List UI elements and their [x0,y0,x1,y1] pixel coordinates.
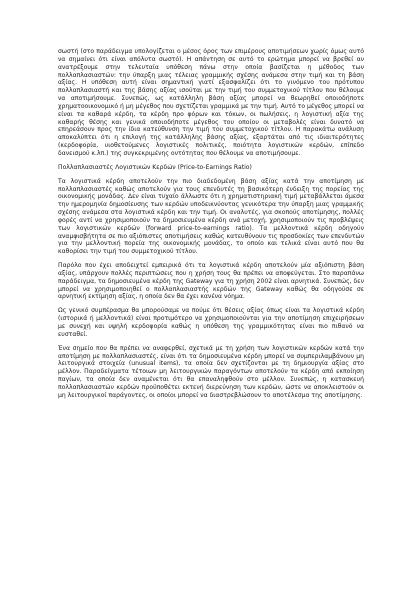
paragraph-3: Ως γενικό συμπέρασμα θα μπορούσαμε να πούμε ότι θέσεις αξίας όπως είναι τα λογιστικά κέρδη (ιστορικά ή μελλοντικά) είναι προτιμότερο να χρησιμοποιούνται για την αποτίμηση επιχειρήσεων με συνεχή και υψηλή κερδοφορία καθώς η υπόθεση της γραμμικότητας είναι πιο πιθανό να ευσταθεί. [58,307,364,338]
paragraph-4: Ένα σημείο που θα πρέπει να αναφερθεί, σχετικά με τη χρήση των λογιστικών κερδών κατά την αποτίμηση με πολλαπλασιαστές, είναι ότι τα δημοσιευμένα κέρδη μπορεί να συμπεριλαμβάνουν μη λειτουργικά στοιχεία (unusual items), τα οποία δεν σχετίζονται με τη δημιουργία αξίας στο μέλλον. Παραδείγματα τέτοιων μη λειτουργικών παραγόντων αποτελούν τα κέρδη από εκποίηση παγίων, τα οποία δεν αναμένεται ότι θα επαναληφθούν στο μέλλον. Συνεπώς, η κατασκευή πολλαπλασιαστών κερδών προϋποθέτει εκτενή διερεύνηση των κερδών, ώστε να αποκλειστούν οι μη λειτουργικοί παράγοντες, οι οποίοι μπορεί να διαστρεβλώσουν το αποτέλεσμα της αποτίμησης. [58,344,364,399]
section-heading: Πολλαπλασιαστές Λογιστικών Κερδών (Price-to-Earnings Ratio) [58,163,252,171]
document-page [58,48,364,406]
paragraph-2: Παρόλο που έχει αποδειχτεί εμπειρικά ότι τα λογιστικά κέρδη αποτελούν μία αξιόπιστη βάση αξίας, υπάρχουν πολλές περιπτώσεις που η χρήση τους θα πρέπει να αποφεύγεται. Στο παραπάνω παράδειγμα, τα δημοσιευμένα κέρδη της Gateway για τη χρήση 2002 είναι αρνητικά. Συνεπώς, δεν μπορεί να χρησιμοποιηθεί ο πολλαπλασιαστής κερδών της Gateway καθώς θα οδηγούσε σε αρνητική εκτίμηση αξίας, η οποία δεν θα έχει κανένα νόημα. [58,262,364,301]
paragraph-1: Τα λογιστικά κέρδη αποτελούν την πιο διαδεδομένη βάση αξίας κατά την αποτίμηση με πολλαπλασιαστές καθώς αποτελούν για τους επενδυτές τη βασικότερη ένδειξη της πορείας της οικονομικής μονάδας. Δεν είναι τυχαίο άλλωστε ότι η χρηματιστηριακή τιμή μεταβάλλεται άμεσα την ημερομηνία δημοσίευσης των κερδών υποδεικνύοντας γενικότερα την ύπαρξη μιας γραμμικής σχέσης ανάμεσα στα λογιστικά κέρδη και την τιμή. Οι αναλυτές, για σκοπούς αποτίμησης, πολλές φορές αντί να χρησιμοποιούν τα δημοσιευμένα κέρδη ανά μετοχή, χρησιμοποιούν τις προβλέψεις των λογιστικών κερδών (forward price-to-earnings ratio). Τα μελλοντικά κέρδη οδηγούν αναμφισβήτητα σε πιο αξιόπιστες αποτιμήσεις καθώς κατευθύνουν τις προσδοκίες των επενδυτών για την μελλοντική πορεία της οικονομικής μονάδας, το οποίο και τελικά είναι αυτό που θα καθορίσει την τιμή του συμμετοχικού τίτλου. [58,177,364,256]
paragraph-intro: σωστή (στο παράδειγμα υπολογίζεται ο μέσος όρος των επιμέρους αποτιμήσεων χωρίς όμως αυτό να σημαίνει ότι είναι απόλυτα σωστό). Η απάντηση σε αυτό το ερώτημα μπορεί να βρεθεί αν ανατρέξουμε στην τελευταία υπόθεση πάνω στην οποία βασίζεται η μέθοδος των πολλαπλασιαστών: την ύπαρξη μιας τέλειας γραμμικής σχέσης ανάμεσα στην τιμή και τη βάση αξίας. Η υπόθεση αυτή είναι σημαντική γιατί εξασφαλίζει ότι το γινόμενο του πρότυπου πολλαπλασιαστή και της βάσης αξίας ισούται με την τιμή του συμμετοχικού τίτλου που θέλουμε να αποτιμήσουμε. Συνεπώς, ως κατάλληλη βάση αξίας μπορεί να θεωρηθεί οποιοδήποτε χρηματοοικονομικό ή μη μέγεθος που σχετίζεται γραμμικά με την τιμή. Αυτό το μέγεθος μπορεί να είναι τα καθαρά κέρδη, τα κέρδη προ φόρων και τόκων, οι πωλήσεις, η λογιστική αξία της καθαρής θέσης και γενικά οποιοδήποτε μέγεθος του οποίου οι μεταβολές είναι δυνατό να επηρεάσουν προς την ίδια κατεύθυνση την τιμή του συμμετοχικού τίτλου. Η παρακάτω ανάλυση αποκαλύπτει ότι η επιλογή της κατάλληλης βάσης αξίας, εξαρτάται από τις ιδιαιτερότητες (κερδοφορία, υιοθετούμενες λογιστικές πολιτικές, ποιότητα λογιστικών κερδών, επίπεδο δανεισμού κ.λπ.) της συγκεκριμένης οντότητας που θέλουμε να αποτιμήσουμε. [58,48,364,157]
